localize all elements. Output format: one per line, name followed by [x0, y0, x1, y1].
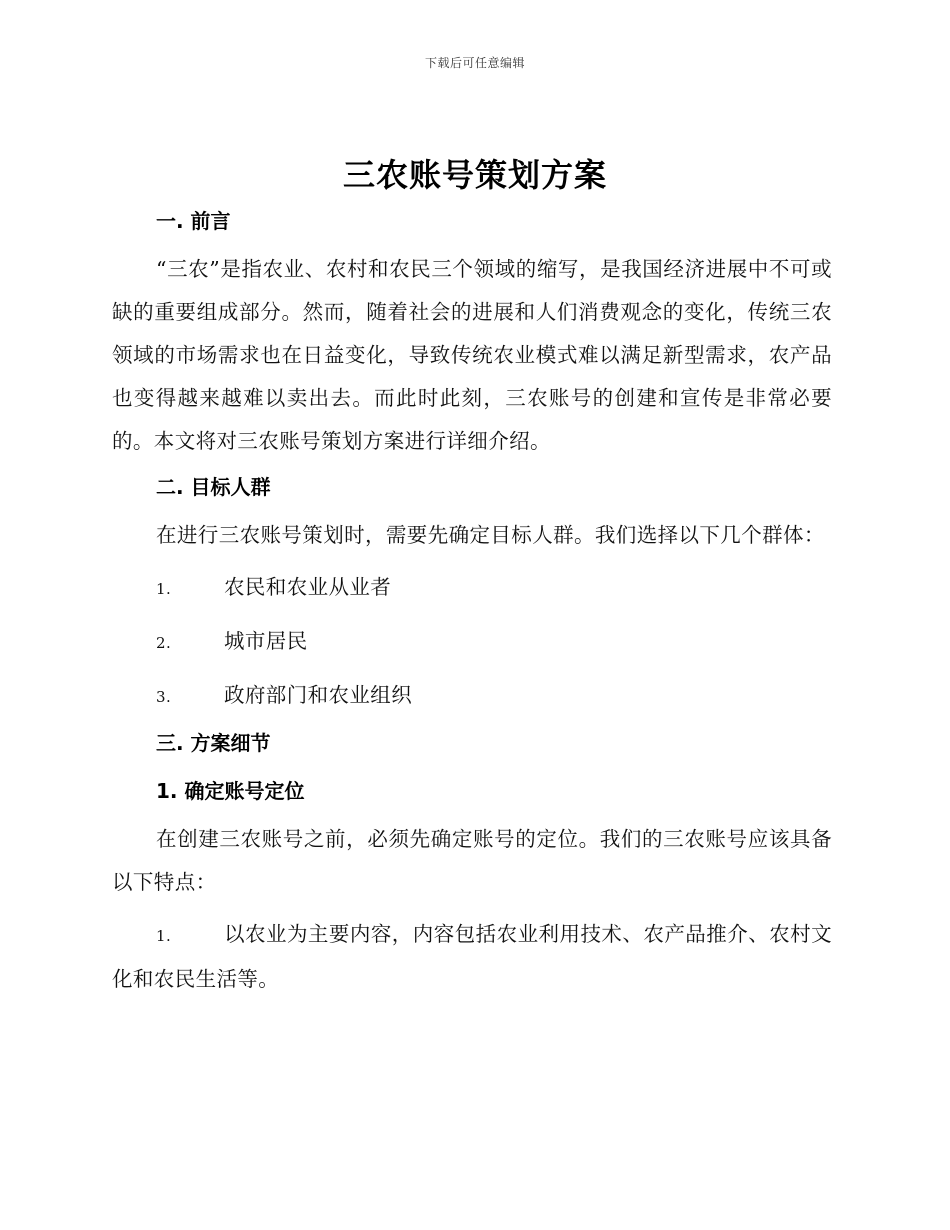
list-item	[112, 620, 832, 665]
target-audience-paragraph: 在进行三农账号策划时，需要先确定目标人群。我们选择以下几个群体：	[156, 523, 825, 547]
list-item	[112, 566, 832, 611]
account-positioning-paragraph: 在创建三农账号之前，必须先确定账号的定位。我们的三农账号应该具备以下特点：	[112, 827, 832, 894]
section-heading-preface: 一. 前言	[156, 209, 231, 233]
list-item-text: 城市居民	[224, 629, 308, 653]
header-note: 下载后可任意编辑	[424, 56, 525, 70]
list-item-number: 1.	[156, 927, 172, 945]
document-title: 三农账号策划方案	[342, 156, 607, 194]
list-item-text: 政府部门和农业组织	[224, 683, 413, 707]
subsection-heading-account-positioning: 1. 确定账号定位	[156, 779, 305, 803]
list-item-number: 3.	[156, 688, 172, 706]
list-item-text: 农民和农业从业者	[224, 575, 392, 599]
list-item-text: 以农业为主要内容，内容包括农业利用技术、农产品推介、农村文化和农民生活等。	[112, 922, 832, 991]
list-item	[112, 913, 832, 1001]
section-heading-plan-details: 三. 方案细节	[156, 731, 271, 755]
section-heading-target-audience: 二. 目标人群	[156, 475, 271, 499]
document-body	[112, 206, 832, 1001]
list-item	[112, 674, 832, 719]
list-item-number: 1.	[156, 580, 172, 598]
list-item-number: 2.	[156, 634, 172, 652]
preface-paragraph: “三农”是指农业、农村和农民三个领域的缩写，是我国经济进展中不可或缺的重要组成部分。然而，随着社会的进展和人们消费观念的变化，传统三农领域的市场需求也在日益变化，导致传统农业模式难以满足新型需求，农产品也变得越来越难以卖出去。而此时此刻，三农账号的创建和宣传是非常必要的。本文将对三农账号策划方案进行详细介绍。	[112, 257, 832, 453]
